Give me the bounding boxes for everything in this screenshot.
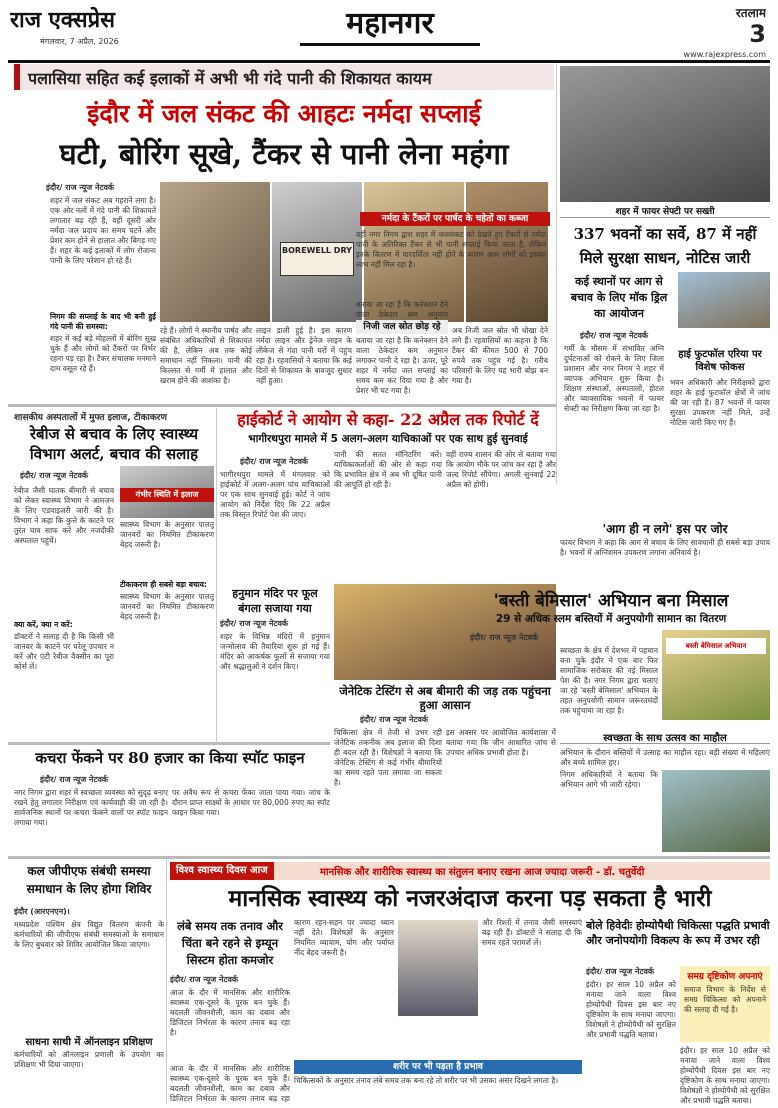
lead-text-6: बताया जा रहा है कि कनेक्शन देने वाला ठेकेदार कम अनुमान लगाकर पानी दे रहा है। ऊपर, पूरे शहर में नर्मदा जल सप्लाई का समय कम कर दिया गया है और प्रेशर भी घट गया है। — [356, 336, 448, 395]
basti-photo-2 — [662, 770, 770, 852]
fire-sub: हाई फुटफॉल एरिया पर विशेष फोकस — [678, 349, 762, 373]
basti-text-3: निगम अधिकारियों ने बताया कि अभियान आगे भी जारी रहेगा। — [560, 770, 658, 789]
website: www.rajexpress.com — [683, 50, 766, 59]
court-headline: हाईकोर्ट ने आयोग से कहा- 22 अप्रैल तक रिपोर्ट दें — [237, 410, 539, 429]
court-deck: भागीरथपुरा मामले में 5 अलग-अलग याचिकाओं पर एक साथ हुई सुनवाई — [248, 433, 528, 445]
homeo-text-2: इंदौर। हर साल 10 अप्रैल को मनाया जाने वाला विश्व होम्योपैथी दिवस इस बार नए दृष्टिकोण के साथ मनाया जाएगा। विशेषज्ञों ने होम्योपैथी को सुरक्षित और प्रभावी पद्धति बताया। — [680, 1046, 770, 1104]
court-text-3: वहीं राज्य शासन की ओर से बताया गया कि आयोग मौके पर जांच कर रहा है और जल्द रिपोर्ट सौंपेगा। अगली सुनवाई 22 अप्रैल को होगी। — [446, 450, 556, 489]
mental-band: शरीर पर भी पड़ता है प्रभाव — [294, 1060, 582, 1074]
homeo-boxtext: समाज विभाग के निर्देश से समग्र चिकित्सा को अपनाने की सलाह दी गई है। — [684, 985, 766, 1014]
gene-byline: इंदौर/ राज न्यूज नेटवर्क — [360, 715, 429, 724]
health-text: रेबीज जैसी घातक बीमारी से बचाव को लेकर स्वास्थ्य विभाग ने आमजन के लिए एडवाइजरी जारी की है। विभाग ने कहा कि कुत्ते के काटने पर तुरंत घाव साफ करें और नजदीकी अस्पताल पहुंचें। — [14, 486, 114, 545]
basti-deck: 29 से अधिक स्लम बस्तियों में अनुपयोगी सामान का वितरण — [495, 613, 727, 625]
homeo-text: इंदौर। हर साल 10 अप्रैल को मनाया जाने वाला विश्व होम्योपैथी दिवस इस बार नए दृष्टिकोण के साथ मनाया जाएगा। विशेषज्ञों ने होम्योपैथी को सुरक्षित और प्रभावी पद्धति बताया। — [586, 980, 676, 1039]
basti-caption: स्वच्छता के साथ उत्सव का माहौल — [560, 730, 770, 744]
lead-headline-2: घटी, बोरिंग सूखे, टैंकर से पानी लेना महंगा — [59, 137, 509, 171]
lead-kicker: पलासिया सहित कई इलाकों में अभी भी गंदे पानी की शिकायत कायम — [14, 64, 554, 90]
health-boxhead: गंभीर स्थिति में इलाज — [120, 488, 214, 502]
lead-photo-2 — [272, 182, 362, 322]
health-text-3: स्वास्थ्य विभाग के अनुसार पालतू जानवरों का नियमित टीकाकरण बेहद जरूरी है। — [120, 520, 214, 549]
camp-sub: साधना साथी में ऑनलाइन प्रशिक्षण — [25, 1037, 153, 1048]
lead-photo-1 — [160, 182, 270, 322]
homeo-box — [680, 966, 770, 1042]
homeo-byline: इंदौर/ राज न्यूज नेटवर्क — [586, 967, 655, 976]
basti-photo — [662, 630, 770, 720]
mental-deck: लंबे समय तक तनाव और चिंता बने रहने से इम्यून सिस्टम होता कमजोर — [177, 919, 283, 967]
lead-sub-1: निगम की सप्लाई के बाद भी बनी हुई गंदे पानी की समस्या: — [50, 312, 156, 331]
mental-strip — [170, 862, 770, 880]
mental-text-2: कारण रहन-सहन पर ज्यादा ध्यान नहीं देते। विशेषज्ञों के अनुसार नियमित व्यायाम, योग और पर्याप्त नींद बेहद जरूरी है। — [294, 918, 394, 957]
mental-quote: मानसिक और शारीरिक स्वास्थ्य का संतुलन बनाए रखना आज ज्यादा जरूरी - डॉ. चतुर्वेदी — [320, 867, 645, 878]
section-title: महानगर — [300, 2, 480, 46]
basti-byline: इंदौर/ राज न्यूज नेटवर्क — [470, 633, 539, 642]
fire-drill-photo — [678, 272, 770, 328]
camp-text: मध्यप्रदेश पश्चिम क्षेत्र विद्युत वितरण कंपनी के कर्मचारियों की जीपीएफ संबंधी समस्याओं के समाधान के लिए बुधवार को शिविर आयोजित किया जाएगा। — [14, 920, 164, 949]
homeo-boxhead: समग्र दृष्टिकोण अपनाएं — [687, 972, 763, 982]
mental-text-5: आज के दौर में मानसिक और शारीरिक स्वास्थ्य एक-दूसरे के पूरक बन चुके हैं। बदलती जीवनशैली, काम का दबाव और डिजिटल निर्भरता के कारण तनाव बढ़ रहा — [170, 1064, 290, 1103]
health-sub: क्या करें, क्या न करें: — [14, 620, 73, 629]
fire-text: गर्मी के मौसम में संभावित अग्नि दुर्घटनाओं को रोकने के लिए जिला प्रशासन और नगर निगम ने शहर में व्यापक अभियान शुरू किया है। शिक्षण संस्थाओं, अस्पतालों, होटल और व्यावसायिक भवनों में फायर सेफ्टी का निरीक्षण किया जा रहा है। — [564, 344, 664, 413]
health-sub-2: टीकाकरण ही सबसे बड़ा बचाव: — [120, 580, 207, 589]
masthead-date: मंगलवार, 7 अप्रैल, 2026 — [40, 37, 119, 46]
page-number: 3 — [749, 20, 766, 48]
mental-byline: इंदौर/ राज न्यूज नेटवर्क — [170, 975, 239, 984]
lead-sub-2: निजी जल स्रोत छोड़ रहे — [356, 320, 448, 334]
anger-text: फायर विभाग ने कहा कि आग से बचाव के लिए सावधानी ही सबसे बड़ा उपाय है। भवनों में अग्निशमन उपकरण लगाना अनिवार्य है। — [560, 538, 770, 557]
basti-banner: बस्ती बेमिसाल अभियान — [666, 638, 766, 654]
mental-text-4: चिकित्सकों के अनुसार तनाव लंबे समय तक बना रहे तो शरीर पर भी उसका असर दिखने लगता है। — [294, 1076, 559, 1085]
health-headline: रेबीज से बचाव के लिए स्वास्थ्य विभाग अलर्ट, बचाव की सलाह — [29, 425, 199, 463]
lead-byline: इंदौर/ राज न्यूज नेटवर्क — [46, 183, 115, 192]
gene-text: चिकित्सा क्षेत्र में तेजी से उभर रही जेनेटिक तकनीक अब इलाज की दिशा ही बदल रही है। विशेषज्ञों ने बताया कि जेनेटिक टेस्टिंग से कई गंभीर बीमारियों का समय रहते पता लगाया जा सकता है। — [334, 728, 442, 787]
homeo-headline: बोले हिवेदीः होम्योपैथी चिकित्सा पद्धति प्रभावी और जनोपयोगी विकल्प के रूप में उभर रही — [586, 919, 770, 947]
doctor-photo — [398, 920, 478, 1016]
lead-text-7: अब निजी जल स्रोत भी धोखा देने लगे हैं। रहवासियों का कहना है कि टैंकर की कीमत 500 से 700 रुपये तक पहुंच गई है। गरीब परिवारों के लिए यह भारी बोझ बन गया है। — [452, 326, 548, 385]
court-byline: इंदौर/ राज न्यूज नेटवर्क — [240, 457, 309, 466]
lead-text-3: रहे हैं। लोगों ने स्थानीय पार्षद और संबंधित अधिकारियों से शिकायत की है, लेकिन अब तक कोई समाधान नहीं निकला। पानी की किल्लत से गर्मी में हालात और खराब होने की आशंका है। — [160, 326, 252, 385]
mental-text-3: और रिश्तों में तनाव जैसी समस्याएं बढ़ रही हैं। डॉक्टरों ने सलाह दी कि समय रहते परामर्श लें। — [482, 918, 582, 947]
fire-deck: कई स्थानों पर आग से बचाव के लिए मॉक ड्रिल का आयोजन — [570, 275, 668, 320]
temple-text: शहर के विभिन्न मंदिरों में हनुमान जन्मोत्सव की तैयारियां शुरू हो गई हैं। मंदिर को आकर्षक फूलों से सजाया गया और श्रद्धालुओं ने दर्शन किए। — [220, 632, 330, 671]
lead-text-1: शहर में जल संकट अब गहराने लगा है। एक ओर नलों में गंदे पानी की शिकायतें लगातार बढ़ रही हैं, वहीं दूसरी ओर नर्मदा जल प्रदाय का समय घटने और प्रेशर कम होने से हालात और बिगड़ गए हैं। शहर के कई इलाकों में लोग रोजाना पानी के लिए परेशान हो रहे हैं। — [50, 196, 156, 265]
lead-text-6a: बताया जा रहा है कि कनेक्शन देने वाला ठेकेदार कम अनुमान — [356, 300, 448, 319]
health-byline: इंदौर/ राज न्यूज नेटवर्क — [20, 471, 89, 480]
top-rule — [8, 60, 770, 63]
camp-text-2: कर्मचारियों को ऑनलाइन प्रणाली के उपयोग का प्रशिक्षण भी दिया जाएगा। — [14, 1050, 164, 1069]
city-page — [646, 4, 766, 48]
mental-headline: मानसिक स्वास्थ्य को नजरअंदाज करना पड़ सकता है भारी — [228, 885, 712, 912]
borewell-sign: BOREWELL DRY — [280, 242, 354, 276]
garbage-headline: कचरा फेंकने पर 80 हजार का किया स्पॉट फाइन — [35, 749, 305, 767]
basti-text: स्वच्छता के क्षेत्र में देशभर में पहचान बना चुके इंदौर ने एक बार फिर सामाजिक सरोकार की नई मिसाल पेश की है। नगर निगम द्वारा चलाए जा रहे 'बस्ती बेमिसाल' अभियान के तहत अनुपयोगी सामान जरूरतमंदों तक पहुंचाया जा रहा है। — [560, 646, 658, 715]
anger-headline: 'आग ही न लगे' इस पर जोर — [602, 522, 728, 536]
gene-text-2: इस अवसर पर आयोजित कार्यशाला में बताया गया कि जीन आधारित जांच से उपचार अधिक प्रभावी होता है। — [446, 728, 556, 757]
garbage-byline: इंदौर/ राज न्यूज नेटवर्क — [40, 775, 109, 784]
fire-byline: इंदौर/ राज न्यूज नेटवर्क — [580, 331, 649, 340]
lead-text-4: लाइन डाली हुई है। इस कारण नर्मदा लाइन और ड्रेनेज लाइन के लीकेज से गंदा पानी घरों में पहुंच रहा है। रहवासियों ने बताया कि कई दिनों से शिकायत के बावजूद सुधार नहीं हुआ। — [256, 326, 352, 385]
health-text-4: स्वास्थ्य विभाग के अनुसार पालतू जानवरों का नियमित टीकाकरण बेहद जरूरी है। — [120, 592, 214, 621]
health-kicker: शासकीय अस्पतालों में मुफ्त इलाज, टीकाकरण — [14, 413, 167, 423]
fire-headline: 337 भवनों का सर्वे, 87 में नहीं मिले सुरक्षा साधन, नोटिस जारी — [573, 225, 757, 267]
tanker-band: नर्मदा के टैंकरों पर पार्षद के चहेतों का कब्जा — [360, 212, 550, 226]
masthead-brand: राज एक्सप्रेस — [10, 7, 115, 33]
temple-byline: इंदौर/ राज न्यूज नेटवर्क — [220, 619, 289, 628]
garbage-text: नगर निगम द्वारा शहर में स्वच्छता व्यवस्था को सुदृढ़ बनाए रखने हेतु लगातार निरीक्षण एवं कार्यवाही की जा रही है। सार्वजनिक स्थानों पर कचरा फेंकने वालों पर स्पॉट फाइन लगाया गया। — [14, 788, 168, 827]
lead-text-5: वहीं नगर निगम द्वारा शहर में जलसंकट को देखते हुए टैंकरों से नर्मदा पानी के अतिरिक्त टैंकर से भी पानी सप्लाई किया जाता है, लेकिन इनके वितरण में पारदर्शिता नहीं होने के कारण आम लोगों को इसका लाभ नहीं मिल रहा है। — [356, 230, 546, 269]
health-text-2: डॉक्टरों ने सलाह दी है कि किसी भी जानवर के काटने पर घरेलू उपचार न करें और एंटी रेबीज वैक्सीन का पूरा कोर्स लें। — [14, 632, 114, 671]
lead-text-2: शहर में कई बड़े मोहल्लों में बोरिंग सूख चुके हैं और लोगों को टैंकरों पर निर्भर रहना पड़ रहा है। टैंकर संचालक मनमाने दाम वसूल रहे हैं। — [50, 334, 156, 373]
lead-headline-1: इंदौर में जल संकट की आहटः नर्मदा सप्लाई — [87, 99, 481, 128]
fire-caption: शहर में फायर सेफ्टी पर सख्ती — [560, 204, 770, 218]
camp-headline: कल जीपीएफ संबंधी समस्या समाधान के लिए होगा शिविर — [26, 864, 152, 896]
city-label: रतलाम — [735, 6, 766, 20]
mental-tag: विश्व स्वास्थ्य दिवस आज — [170, 862, 274, 880]
garbage-text-2: पर अवैध रूप से कचरा फेंका जाता पाया गया। जांच के दौरान प्राप्त साक्ष्यों के आधार पर 80,000 रुपए का स्पॉट फाइन किया गया। — [172, 788, 330, 817]
court-text-2: पानी की सतत मॉनिटरिंग करें। याचिकाकर्ताओं की ओर से कहा गया कि प्रभावित क्षेत्र में अब भी दूषित पानी की आपूर्ति हो रही है। — [334, 450, 442, 489]
camp-byline: इंदौर (आरएनएन)। — [14, 907, 70, 916]
fire-photo — [560, 66, 770, 202]
basti-headline: 'बस्ती बेमिसाल' अभियान बना मिसाल — [493, 591, 729, 610]
fire-text-2: भवन अधिकारी और निरीक्षकों द्वारा शहर के हाई फुटफॉल क्षेत्रों में जांच की जा रही है। 87 भवनों में फायर सुरक्षा उपकरण नहीं मिले, उन्हें नोटिस जारी किए गए हैं। — [670, 378, 770, 427]
court-text: भागीरथपुरा मामले में मंगलवार को हाईकोर्ट में अलग-अलग पांच याचिकाओं पर एक साथ सुनवाई हुई। कोर्ट ने जांच आयोग को निर्देश दिए कि 22 अप्रैल तक विस्तृत रिपोर्ट पेश की जाए। — [220, 470, 330, 519]
basti-text-2: अभियान के दौरान बस्तियों में उत्साह का माहौल रहा। बड़ी संख्या में महिलाएं और बच्चे शामिल हुए। — [560, 748, 770, 766]
gene-headline: जेनेटिक टेस्टिंग से अब बीमारी की जड़ तक पहुंचना हुआ आसान — [339, 684, 551, 712]
mental-text: आज के दौर में मानसिक और शारीरिक स्वास्थ्य एक-दूसरे के पूरक बन चुके हैं। बदलती जीवनशैली, काम का दबाव और डिजिटल निर्भरता के कारण तनाव बढ़ रहा है। — [170, 988, 290, 1037]
temple-headline: हनुमान मंदिर पर फूल बंगला सजाया गया — [232, 587, 318, 615]
